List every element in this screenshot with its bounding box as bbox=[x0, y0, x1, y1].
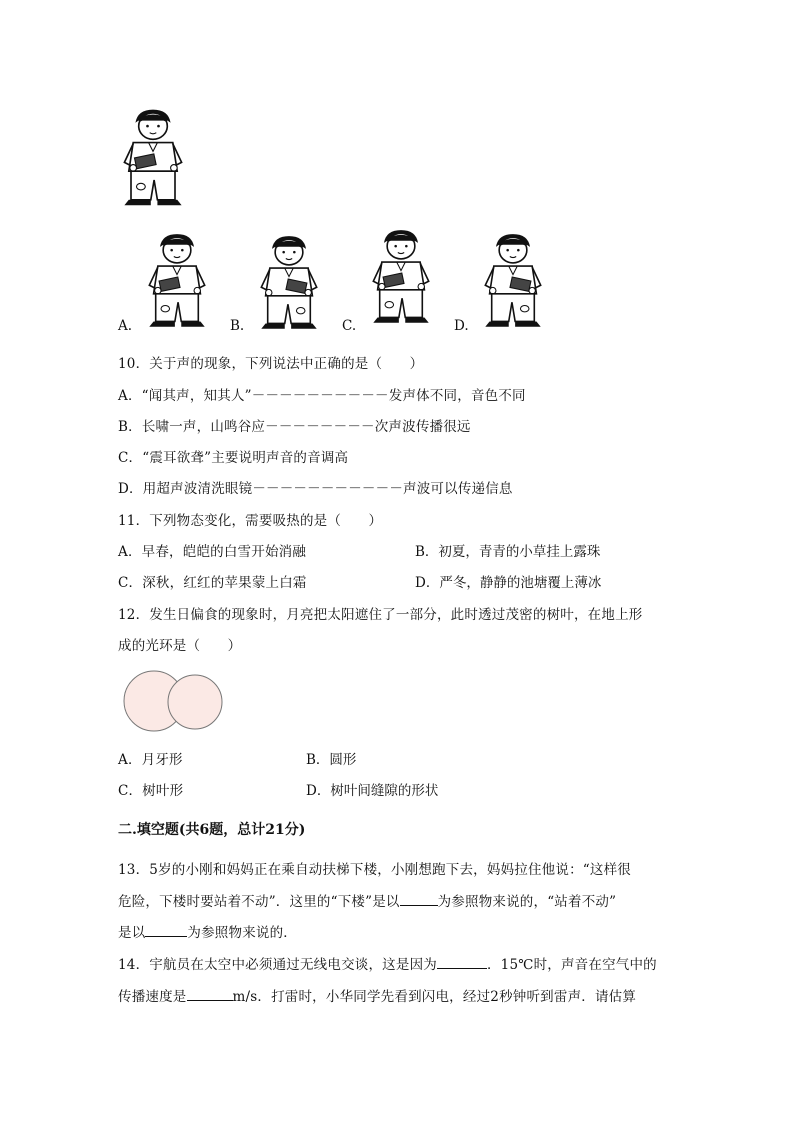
q10-option-a: A．“闻其声，知其人”－－－－－－－－－－发声体不同，音色不同 bbox=[118, 388, 526, 404]
boy-figure-option-d bbox=[478, 232, 548, 334]
boy-figure-option-a bbox=[142, 232, 212, 334]
q12-option-a: A．月牙形 bbox=[118, 752, 183, 768]
figure-option-label-b: B. bbox=[230, 318, 245, 334]
q10-option-d: D．用超声波清洗眼镜－－－－－－－－－－－声波可以传递信息 bbox=[118, 481, 513, 497]
q11-option-b: B．初夏，青青的小草挂上露珠 bbox=[415, 544, 601, 560]
q13-line1: 13．5岁的小刚和妈妈正在乘自动扶梯下楼，小刚想跑下去，妈妈拉住他说：“这样很 bbox=[118, 862, 631, 878]
q10-option-b: B．长啸一声，山鸣谷应－－－－－－－－次声波传播很远 bbox=[118, 419, 471, 435]
figure-option-label-d: D. bbox=[454, 318, 469, 334]
q11-option-c: C．深秋，红红的苹果蒙上白霜 bbox=[118, 575, 307, 591]
section-title-fill-in: 二.填空题(共6题，总计21分) bbox=[118, 822, 306, 838]
q13-line2 bbox=[118, 890, 616, 910]
q13-line2-text-b: 为参照物来说的，“站着不动” bbox=[437, 894, 617, 910]
q12-option-c: C．树叶形 bbox=[118, 783, 184, 799]
q11-option-d: D．严冬，静静的池塘覆上薄冰 bbox=[415, 575, 602, 591]
q12-stem-line2: 成的光环是（ ） bbox=[118, 638, 242, 654]
q13-line3-text-b: 为参照物来说的． bbox=[187, 925, 298, 941]
q13-blank-1[interactable] bbox=[400, 893, 438, 906]
q14-blank-2[interactable] bbox=[187, 988, 233, 1001]
q13-blank-2[interactable] bbox=[145, 924, 187, 937]
q11-stem: 11．下列物态变化，需要吸热的是（ ） bbox=[118, 513, 383, 529]
q14-line2-text-b: m/s．打雷时，小华同学先看到闪电，经过2秒钟听到雷声．请估算 bbox=[232, 989, 637, 1005]
q13-line3 bbox=[118, 921, 297, 941]
figure-option-label-a: A. bbox=[118, 318, 133, 334]
figure-option-label-c: C. bbox=[342, 318, 357, 334]
q14-line1-text-a: 14．宇航员在太空中必须通过无线电交谈，这是因为 bbox=[118, 957, 437, 973]
eclipse-circles-diagram bbox=[120, 668, 226, 738]
q10-option-c: C．“震耳欲聋”主要说明声音的音调高 bbox=[118, 450, 349, 466]
boy-figure-option-b bbox=[254, 234, 324, 336]
q12-option-d: D．树叶间缝隙的形状 bbox=[306, 783, 439, 799]
q12-option-b: B．圆形 bbox=[306, 752, 357, 768]
q14-line2 bbox=[118, 985, 636, 1005]
q14-line1 bbox=[118, 953, 657, 973]
q12-stem-line1: 12．发生日偏食的现象时，月亮把太阳遮住了一部分，此时透过茂密的树叶，在地上形 bbox=[118, 607, 643, 623]
q14-line2-text-a: 传播速度是 bbox=[118, 989, 187, 1005]
boy-figure-option-c bbox=[366, 228, 436, 330]
q10-stem: 10．关于声的现象，下列说法中正确的是（ ） bbox=[118, 356, 424, 372]
q11-option-a: A．早春，皑皑的白雪开始消融 bbox=[118, 544, 307, 560]
q13-line3-text-a: 是以 bbox=[118, 925, 146, 941]
q14-blank-1[interactable] bbox=[437, 956, 487, 969]
q14-line1-text-b: ．15℃时，声音在空气中的 bbox=[486, 957, 657, 973]
q13-line2-text-a: 危险，下楼时要站着不动”．这里的“下楼”是以 bbox=[118, 894, 400, 910]
boy-figure-question bbox=[120, 106, 186, 214]
